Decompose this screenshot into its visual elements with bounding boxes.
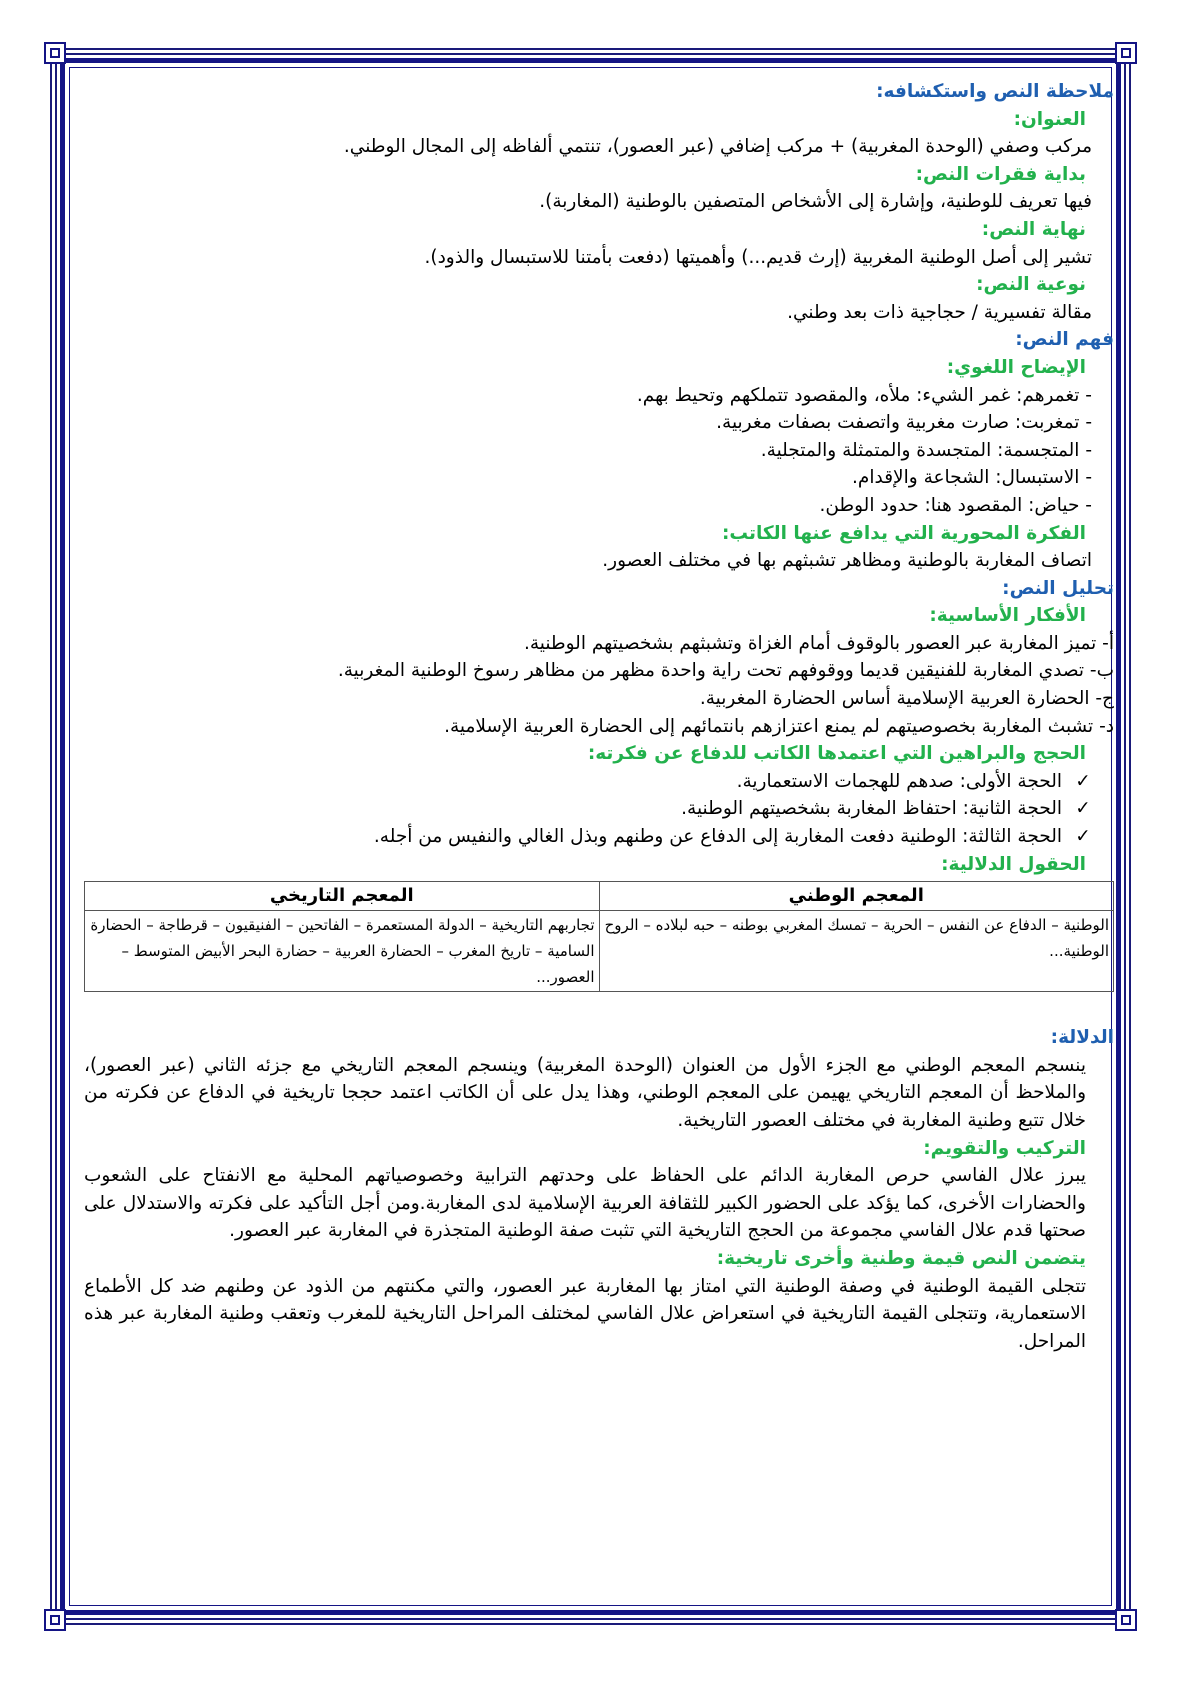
semantic-fields-table <box>84 881 1114 992</box>
argument-text: الحجة الأولى: صدهم للهجمات الاستعمارية. <box>736 770 1062 792</box>
corner-ornament-top-right <box>1115 42 1137 64</box>
lexical-item: - حياض: المقصود هنا: حدود الوطن. <box>819 494 1092 516</box>
section-spacer <box>84 994 1114 1024</box>
central-idea-text: اتصاف المغاربة بالوطنية ومظاهر تشبثهم بها في مختلف العصور. <box>602 550 1092 572</box>
lexical-item: - تمغربت: صارت مغربية واتصفت بصفات مغربية. <box>716 412 1092 434</box>
synthesis-text: يبرز علال الفاسي حرص المغاربة الدائم على الحفاظ على وحدتهم الترابية وخصوصياتهم المحلية مع الانفتاح على الشعوب والحضارات الأخرى، كما يؤكد على الحضور الكبير للثقافة العربية الإسلامية لدى المغاربة.ومن أجل التأكيد على فكرته والاستدلال على صحتها قدم علال الفاسي مجموعة من الحجج التاريخية التي تثبت صفة الوطنية المتجذرة في المغاربة عبر العصور. <box>84 1165 1086 1242</box>
historical-lexicon-cell: تجاربهم التاريخية – الدولة المستعمرة – الفاتحين – الفنيقيون – قرطاجة – الحضارة السامية – تاريخ المغرب – الحضارة العربية – حضارة البحر الأبيض المتوسط – العصور... <box>85 911 600 992</box>
significance-text: ينسجم المعجم الوطني مع الجزء الأول من العنوان (الوحدة المغربية) وينسجم المعجم التاريخي مع جزئه الثاني (عبر العصور)، والملاحظ أن المعجم التاريخي يهيمن على المعجم الوطني، وهذا يدل على أن الكاتب اعتمد حججا تاريخية في الدفاع عن فكرته من خلال تتبع وطنية المغاربة في مختلف العصور التاريخية. <box>84 1054 1086 1131</box>
comprehension-heading: فهم النص: <box>1015 329 1114 351</box>
argument-text: الحجة الثانية: احتفاظ المغاربة بشخصيتهم الوطنية. <box>681 798 1062 820</box>
type-heading: نوعية النص: <box>976 274 1086 296</box>
ideas-heading: الأفكار الأساسية: <box>929 605 1086 627</box>
corner-ornament-bottom-left <box>44 1609 66 1631</box>
lexical-heading: الإيضاح اللغوي: <box>946 356 1086 378</box>
argument-item <box>84 795 1114 823</box>
synthesis-heading: التركيب والتقويم: <box>923 1137 1086 1159</box>
significance-heading: الدلالة: <box>1050 1027 1114 1049</box>
argument-text: الحجة الثالثة: الوطنية دفعت المغاربة إلى الدفاع عن وطنهم وبذل الغالي والنفيس من أجله. <box>373 826 1062 848</box>
checkmark-icon: ✓ <box>1075 798 1091 820</box>
values-text: تتجلى القيمة الوطنية في وصفة الوطنية التي امتاز بها المغاربة عبر العصور، والتي مكنتهم من الذود عن وطنهم ضد كل الأطماع الاستعمارية، وتتجلى القيمة التاريخية في استعراض علال الفاسي لمختلف المراحل التاريخية للمغرب وتعقب وطنية المغاربة عبر هذه المراحل. <box>84 1275 1086 1352</box>
idea-item: د- تشبث المغاربة بخصوصيتهم لم يمنع اعتزازهم بانتمائهم إلى الحضارة العربية الإسلامية. <box>444 715 1114 737</box>
central-idea-heading: الفكرة المحورية التي يدافع عنها الكاتب: <box>722 522 1086 544</box>
table-header-row <box>85 882 1114 911</box>
arguments-heading: الحجج والبراهين التي اعتمدها الكاتب للدفاع عن فكرته: <box>587 743 1086 765</box>
title-heading: العنوان: <box>1013 108 1086 130</box>
arguments-list <box>84 768 1114 851</box>
corner-ornament-top-left <box>44 42 66 64</box>
start-text: فيها تعريف للوطنية، وإشارة إلى الأشخاص المتصفين بالوطنية (المغاربة). <box>539 191 1092 213</box>
type-text: مقالة تفسيرية / حجاجية ذات بعد وطني. <box>787 301 1092 323</box>
column-header-national: المعجم الوطني <box>599 882 1114 911</box>
idea-item: ب- تصدي المغاربة للفنيقين قديما ووقوفهم تحت راية واحدة مظهر من مظاهر رسوخ الوطنية المغربية. <box>337 660 1114 682</box>
lexical-item: - المتجسمة: المتجسدة والمتمثلة والمتجلية. <box>760 439 1092 461</box>
end-text: تشير إلى أصل الوطنية المغربية (إرث قديم...) وأهميتها (دفعت بأمتنا للاستبسال والذود). <box>424 246 1092 268</box>
corner-ornament-bottom-right <box>1115 1609 1137 1631</box>
ideas-list <box>84 630 1114 740</box>
start-heading: بداية فقرات النص: <box>915 163 1086 185</box>
document-body <box>84 78 1114 1355</box>
title-text: مركب وصفي (الوحدة المغربية) + مركب إضافي (عبر العصور)، تنتمي ألفاظه إلى المجال الوطني. <box>343 136 1092 158</box>
observation-heading: ملاحظة النص واستكشافه: <box>876 81 1114 102</box>
idea-item: أ- تميز المغاربة عبر العصور بالوقوف أمام الغزاة وتشبثهم بشخصيتهم الوطنية. <box>523 632 1114 654</box>
checkmark-icon: ✓ <box>1075 770 1091 792</box>
column-header-historical: المعجم التاريخي <box>85 882 600 911</box>
analysis-heading: تحليل النص: <box>1002 577 1114 599</box>
lexical-list <box>84 382 1114 520</box>
lexical-item: - تغمرهم: غمر الشيء: ملأه، والمقصود تتملكهم وتحيط بهم. <box>636 384 1092 406</box>
semantic-fields-heading: الحقول الدلالية: <box>941 853 1086 875</box>
end-heading: نهاية النص: <box>981 218 1086 240</box>
argument-item <box>84 823 1114 851</box>
argument-item <box>84 768 1114 796</box>
lexical-item: - الاستبسال: الشجاعة والإقدام. <box>852 467 1092 489</box>
checkmark-icon: ✓ <box>1075 826 1091 848</box>
table-row <box>85 911 1114 992</box>
values-heading: يتضمن النص قيمة وطنية وأخرى تاريخية: <box>716 1247 1086 1269</box>
national-lexicon-cell: الوطنية – الدفاع عن النفس – الحرية – تمسك المغربي بوطنه – حبه لبلاده – الروح الوطنية... <box>599 911 1114 992</box>
idea-item: ج- الحضارة العربية الإسلامية أساس الحضارة المغربية. <box>699 688 1114 710</box>
